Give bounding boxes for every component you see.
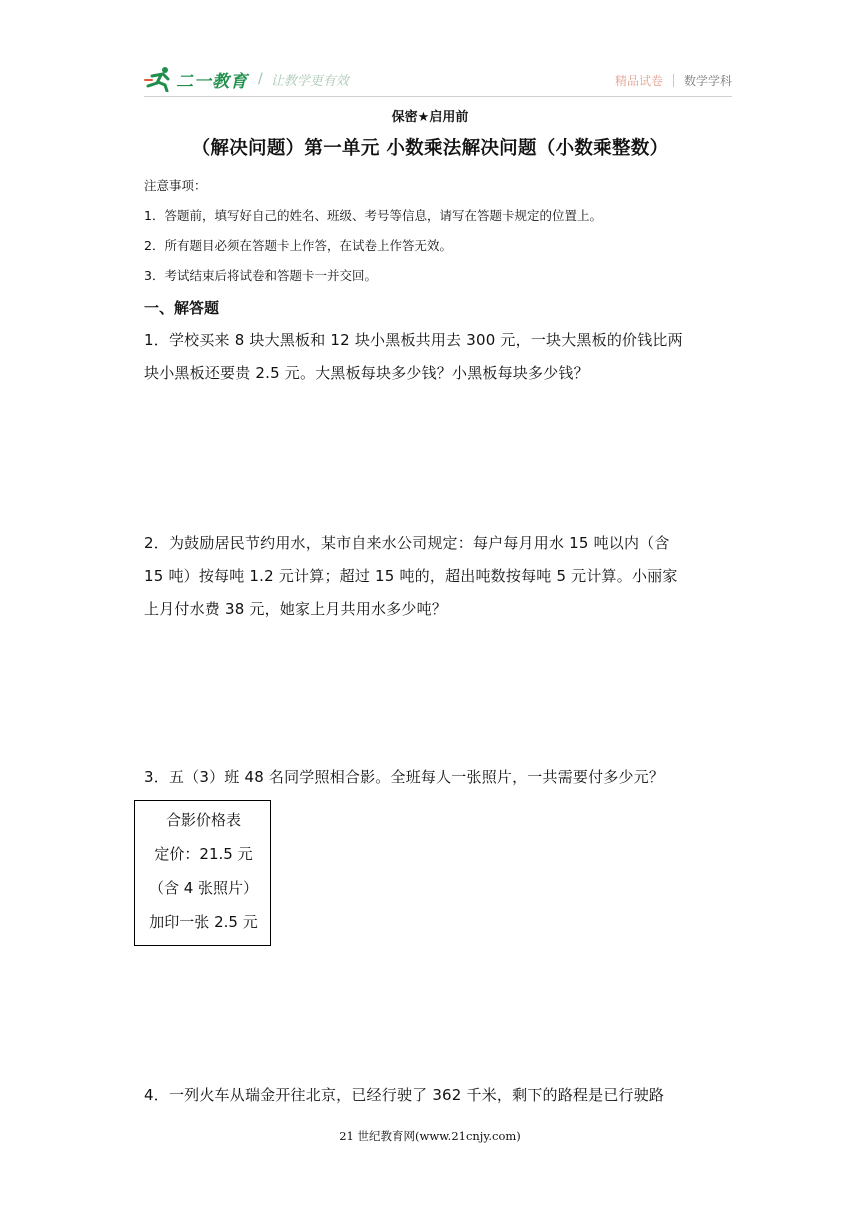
confidential-label: 保密★启用前 — [391, 110, 469, 125]
logo-divider: / — [258, 71, 263, 87]
price-table — [134, 800, 271, 946]
premium-tag: 精品试卷 — [614, 74, 663, 88]
question-line: 块小黑板还要贵 2.5 元。大黑板每块多少钱？小黑板每块多少钱？ — [144, 364, 589, 382]
notice-heading: 注意事项： — [144, 178, 207, 193]
price-table-title: 合影价格表 — [165, 811, 241, 829]
question-1 — [144, 324, 734, 390]
notice-item: 1．答题前，填写好自己的姓名、班级、考号等信息，请写在答题卡规定的位置上。 — [144, 208, 602, 223]
header-tags — [615, 72, 732, 89]
logo-name: 二一教育 — [176, 71, 248, 92]
section-title: 一、解答题 — [144, 299, 220, 317]
subject-tag: 数学学科 — [683, 74, 732, 88]
page-header — [144, 62, 732, 96]
question-2 — [144, 527, 734, 626]
brand-logo — [144, 66, 349, 92]
question-4 — [144, 1079, 734, 1112]
price-table-price: 定价：21.5 元 — [154, 845, 253, 863]
question-line: 1．学校买来 8 块大黑板和 12 块小黑板共用去 300 元，一块大黑板的价钱比两 — [144, 331, 683, 349]
question-3 — [144, 761, 734, 794]
price-table-note: （含 4 张照片） — [148, 879, 259, 897]
question-line: 3．五（3）班 48 名同学照相合影。全班每人一张照片，一共需要付多少元？ — [144, 768, 665, 786]
logo-slogan: 让教学更有效 — [270, 73, 349, 89]
header-separator — [673, 74, 674, 87]
question-line: 15 吨）按每吨 1.2 元计算；超过 15 吨的，超出吨数按每吨 5 元计算。小丽家 — [144, 567, 678, 585]
question-line: 4．一列火车从瑞金开往北京，已经行驶了 362 千米，剩下的路程是已行驶路 — [144, 1086, 665, 1104]
page-footer: 21 世纪教育网(www.21cnjy.com) — [339, 1129, 521, 1143]
running-figure-icon — [144, 66, 174, 92]
notice-item: 2．所有题目必须在答题卡上作答，在试卷上作答无效。 — [144, 238, 452, 253]
page-title: （解决问题）第一单元 小数乘法解决问题（小数乘整数） — [191, 138, 669, 159]
notice-item: 3．考试结束后将试卷和答题卡一并交回。 — [144, 268, 377, 283]
question-line: 2．为鼓励居民节约用水，某市自来水公司规定：每户每月用水 15 吨以内（含 — [144, 534, 670, 552]
header-rule — [144, 96, 732, 97]
question-line: 上月付水费 38 元，她家上月共用水多少吨？ — [144, 600, 448, 618]
price-table-extra: 加印一张 2.5 元 — [149, 913, 258, 931]
